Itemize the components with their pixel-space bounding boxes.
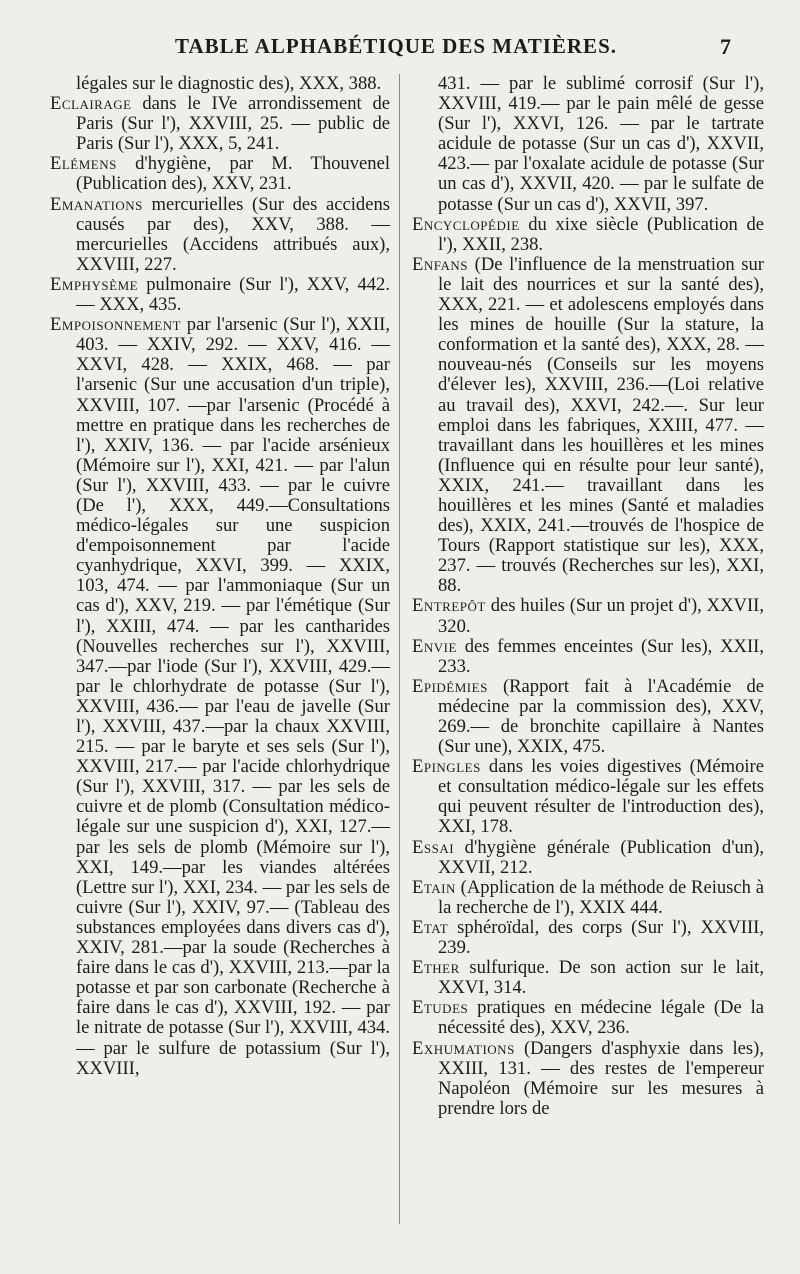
entry-text: (De l'influence de la menstruation sur le lait des nourrices et sur la santé des), XXX, 221. — et adolescens employés dans les mines de houille (Sur la stature, la conformation et la santé des), XXX, 28. — nouveau-nés (Conseils sur les moyens d'élever les), XXVIII, 236.—(Loi relative au travail des), XXVI, 242.—. Sur leur emploi dans les fabriques, XXIII, 477. — travaillant dans les houillères et les mines (Influence qui en résulte pour leur santé), XXIX, 241.— travaillant dans les houillères et les mines (Santé et maladies des), XXIX, 241.—trouvés de l'hospice de Tours (Rapport statistique sur les), XXX, 237. — trouvés (Recherches sur les), XXI, 88. <box>438 253 764 597</box>
page-header <box>0 30 800 70</box>
entry-headword: Etain <box>412 876 456 898</box>
index-entry <box>412 1039 764 1119</box>
index-entry <box>412 637 764 677</box>
index-entry <box>412 998 764 1038</box>
index-entry <box>50 94 390 154</box>
entry-text: (Application de la méthode de Reiusch à la recherche de l'), XXIX 444. <box>438 876 764 918</box>
entry-headword: Epingles <box>412 756 481 778</box>
entry-headword: Entrepôt <box>412 595 486 617</box>
index-entry <box>50 195 390 275</box>
index-entry <box>412 918 764 958</box>
entry-headword: Elémens <box>50 153 117 175</box>
entry-text: sphéroïdal, des corps (Sur l'), XXVIII, 239. <box>438 916 764 959</box>
entry-headword: Enfans <box>412 253 469 275</box>
left-column <box>50 74 390 1079</box>
running-title: TABLE ALPHABÉTIQUE DES MATIÈRES. <box>175 34 617 58</box>
entry-headword: Emphysème <box>50 273 139 295</box>
column-divider <box>399 74 400 1224</box>
index-entry <box>412 677 764 757</box>
index-entry <box>50 74 390 94</box>
entry-text: pratiques en médecine légale (De la nécessité des), XXV, 236. <box>438 997 764 1039</box>
index-entry <box>412 74 764 215</box>
entry-text: d'hygiène générale (Publication d'un), XXVII, 212. <box>438 836 764 878</box>
page-number: 7 <box>720 34 731 59</box>
right-column <box>412 74 764 1119</box>
index-entry <box>412 757 764 837</box>
index-entry <box>412 838 764 878</box>
entry-text: (Rapport fait à l'Académie de médecine par la commission des), XXV, 269.— de bronchite capillaire à Nantes (Sur une), XXIX, 475. <box>438 675 764 758</box>
entry-headword: Etat <box>412 916 449 938</box>
index-entry <box>412 215 764 255</box>
entry-text: des femmes enceintes (Sur les), XXII, 233. <box>438 635 764 677</box>
entry-text: (Dangers d'asphyxie dans les), XXIII, 131. — des restes de l'empereur Napoléon (Mémoire sur les mesures à prendre lors de <box>438 1037 764 1119</box>
entry-text: par l'arsenic (Sur l'), XXII, 403. — XXIV, 292. — XXV, 416. — XXVI, 428. — XXIX, 468. — par l'arsenic (Sur une accusation d'un triple), XXVIII, 107. —par l'arsenic (Procédé à mettre en pratique dans les recherches de l'), XXIV, 136. — par l'acide arsénieux (Mémoire sur l'), XXI, 421. — par l'alun (Sur l'), XXVIII, 433. — par le cuivre (De l'), XXX, 449.—Consultations médico-légales sur une suspicion d'empoisonnement par l'acide cyanhydrique, XXVI, 399. — XXIX, 103, 474. — par l'ammoniaque (Sur un cas d'), XXV, 219. — par l'émétique (Sur l'), XXIII, 474. — par les cantharides (Nouvelles recherches sur l'), XXVIII, 347.—par l'iode (Sur l'), XXVIII, 429.—par le chlorhydrate de potasse (Sur l'), XXVIII, 436.— par l'eau de javelle (Sur l'), XXVIII, 437.—par la chaux XXVIII, 215. — par le baryte et ses sels (Sur l'), XXVIII, 217.— par l'acide chlorhydrique (Sur l'), XXVIII, 317. — par les sels de cuivre et de plomb (Consultation médico-légale sur une suspicion d'), XXI, 127.— par les sels de plomb (Mémoire sur l'), XXI, 149.—par les viandes altérées (Lettre sur l'), XXI, 234. — par les sels de cuivre (Sur l'), XXIV, 97.— (Tableau des substances employées dans divers cas d'), XXIV, 281.—par la soude (Recherches à faire dans le cas d'), XXVIII, 213.—par la potasse et par son carbonate (Recherche à faire dans le cas d'), XXVIII, 192. — par le nitrate de potasse (Sur l'), XXVIII, 434.— par le sulfure de potassium (Sur l'), XXVIII, <box>76 314 390 1079</box>
entry-headword: Essai <box>412 836 455 858</box>
entry-text: d'hygiène, par M. Thouvenel (Publication des), XXV, 231. <box>76 153 390 195</box>
entry-text: 431. — par le sublimé corrosif (Sur l'), XXVIII, 419.— par le pain mêlé de gesse (Sur l'), XXVI, 126. — par le tartrate acidule de potasse (Sur un cas d'), XXVII, 423.— par l'oxalate acidule de potasse (Sur un cas d'), XXVII, 420. — par le sulfate de potasse (Sur un cas d'), XXVII, 397. <box>438 73 764 215</box>
entry-headword: Envie <box>412 635 457 657</box>
index-entry <box>412 958 764 998</box>
entry-text: dans les voies digestives (Mémoire et consultation médico-légale sur les effets qui peuvent résulter de l'introduction des), XXI, 178. <box>438 756 764 838</box>
index-entry <box>50 154 390 194</box>
index-entry <box>50 315 390 1079</box>
entry-text: sulfurique. De son action sur le lait, XXVI, 314. <box>438 957 764 999</box>
entry-text: du xixe siècle (Publication de l'), XXII, 238. <box>438 213 764 255</box>
entry-headword: Ether <box>412 957 460 979</box>
entry-headword: Etudes <box>412 997 469 1019</box>
entry-headword: Emanations <box>50 193 143 215</box>
entry-headword: Exhumations <box>412 1037 515 1059</box>
index-entry <box>412 255 764 597</box>
entry-headword: Eclairage <box>50 93 132 115</box>
entry-text: des huiles (Sur un projet d'), XXVII, 320. <box>438 595 764 637</box>
entry-headword: Empoisonnement <box>50 314 182 336</box>
entry-text: mercurielles (Sur des accidens causés par des), XXV, 388. — mercurielles (Accidens attribués aux), XXVIII, 227. <box>76 193 390 275</box>
entry-text: pulmonaire (Sur l'), XXV, 442. — XXX, 435. <box>76 273 390 316</box>
index-entry <box>412 596 764 636</box>
entry-text: dans le IVe arrondissement de Paris (Sur l'), XXVIII, 25. — public de Paris (Sur l'), XXX, 5, 241. <box>76 93 390 155</box>
entry-text: légales sur le diagnostic des), XXX, 388. <box>76 73 382 94</box>
entry-headword: Epidémies <box>412 675 488 697</box>
index-entry <box>50 275 390 315</box>
entry-headword: Encyclopédie <box>412 213 520 235</box>
index-entry <box>412 878 764 918</box>
